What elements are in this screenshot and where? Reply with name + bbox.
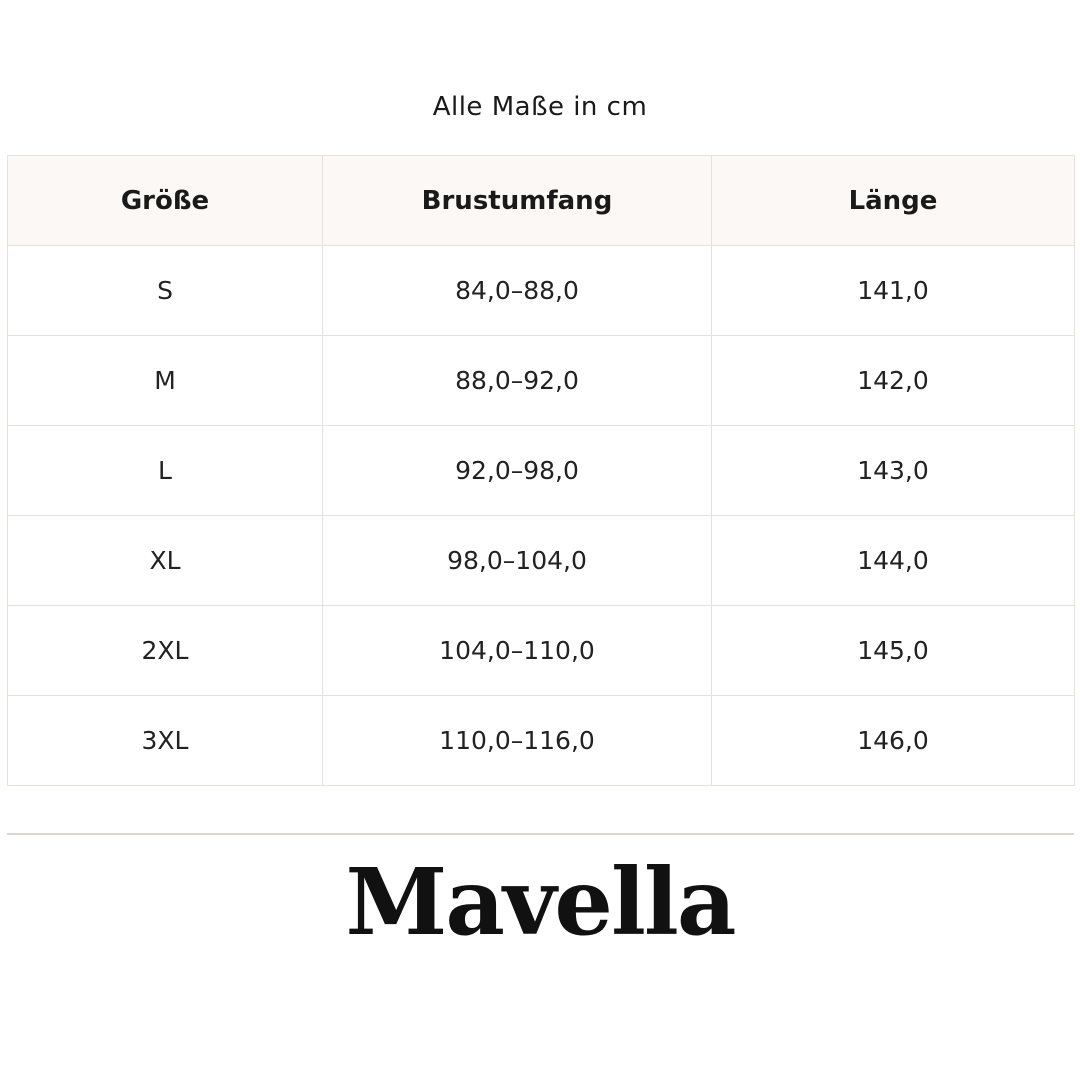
measurement-unit-caption: Alle Maße in cm [432,92,648,122]
chest-cell: 88,0–92,0 [323,336,712,426]
column-header-length: Länge [712,156,1075,246]
table-row [8,516,1075,606]
size-cell: XL [8,516,323,606]
size-cell: M [8,336,323,426]
chest-cell: 110,0–116,0 [323,696,712,786]
column-header-chest: Brustumfang [323,156,712,246]
length-cell: 146,0 [712,696,1075,786]
chest-cell: 84,0–88,0 [323,246,712,336]
table-row [8,606,1075,696]
length-cell: 144,0 [712,516,1075,606]
brand-logo: Mavella [345,848,735,956]
column-header-size: Größe [8,156,323,246]
table-row [8,336,1075,426]
chest-cell: 98,0–104,0 [323,516,712,606]
section-divider [7,833,1074,835]
table-row [8,426,1075,516]
table-row [8,246,1075,336]
length-cell: 145,0 [712,606,1075,696]
table-row [8,696,1075,786]
table-header-row [8,156,1075,246]
size-cell: L [8,426,323,516]
chest-cell: 104,0–110,0 [323,606,712,696]
length-cell: 141,0 [712,246,1075,336]
size-cell: 3XL [8,696,323,786]
size-cell: S [8,246,323,336]
length-cell: 143,0 [712,426,1075,516]
size-chart-table [7,155,1075,786]
size-cell: 2XL [8,606,323,696]
chest-cell: 92,0–98,0 [323,426,712,516]
length-cell: 142,0 [712,336,1075,426]
